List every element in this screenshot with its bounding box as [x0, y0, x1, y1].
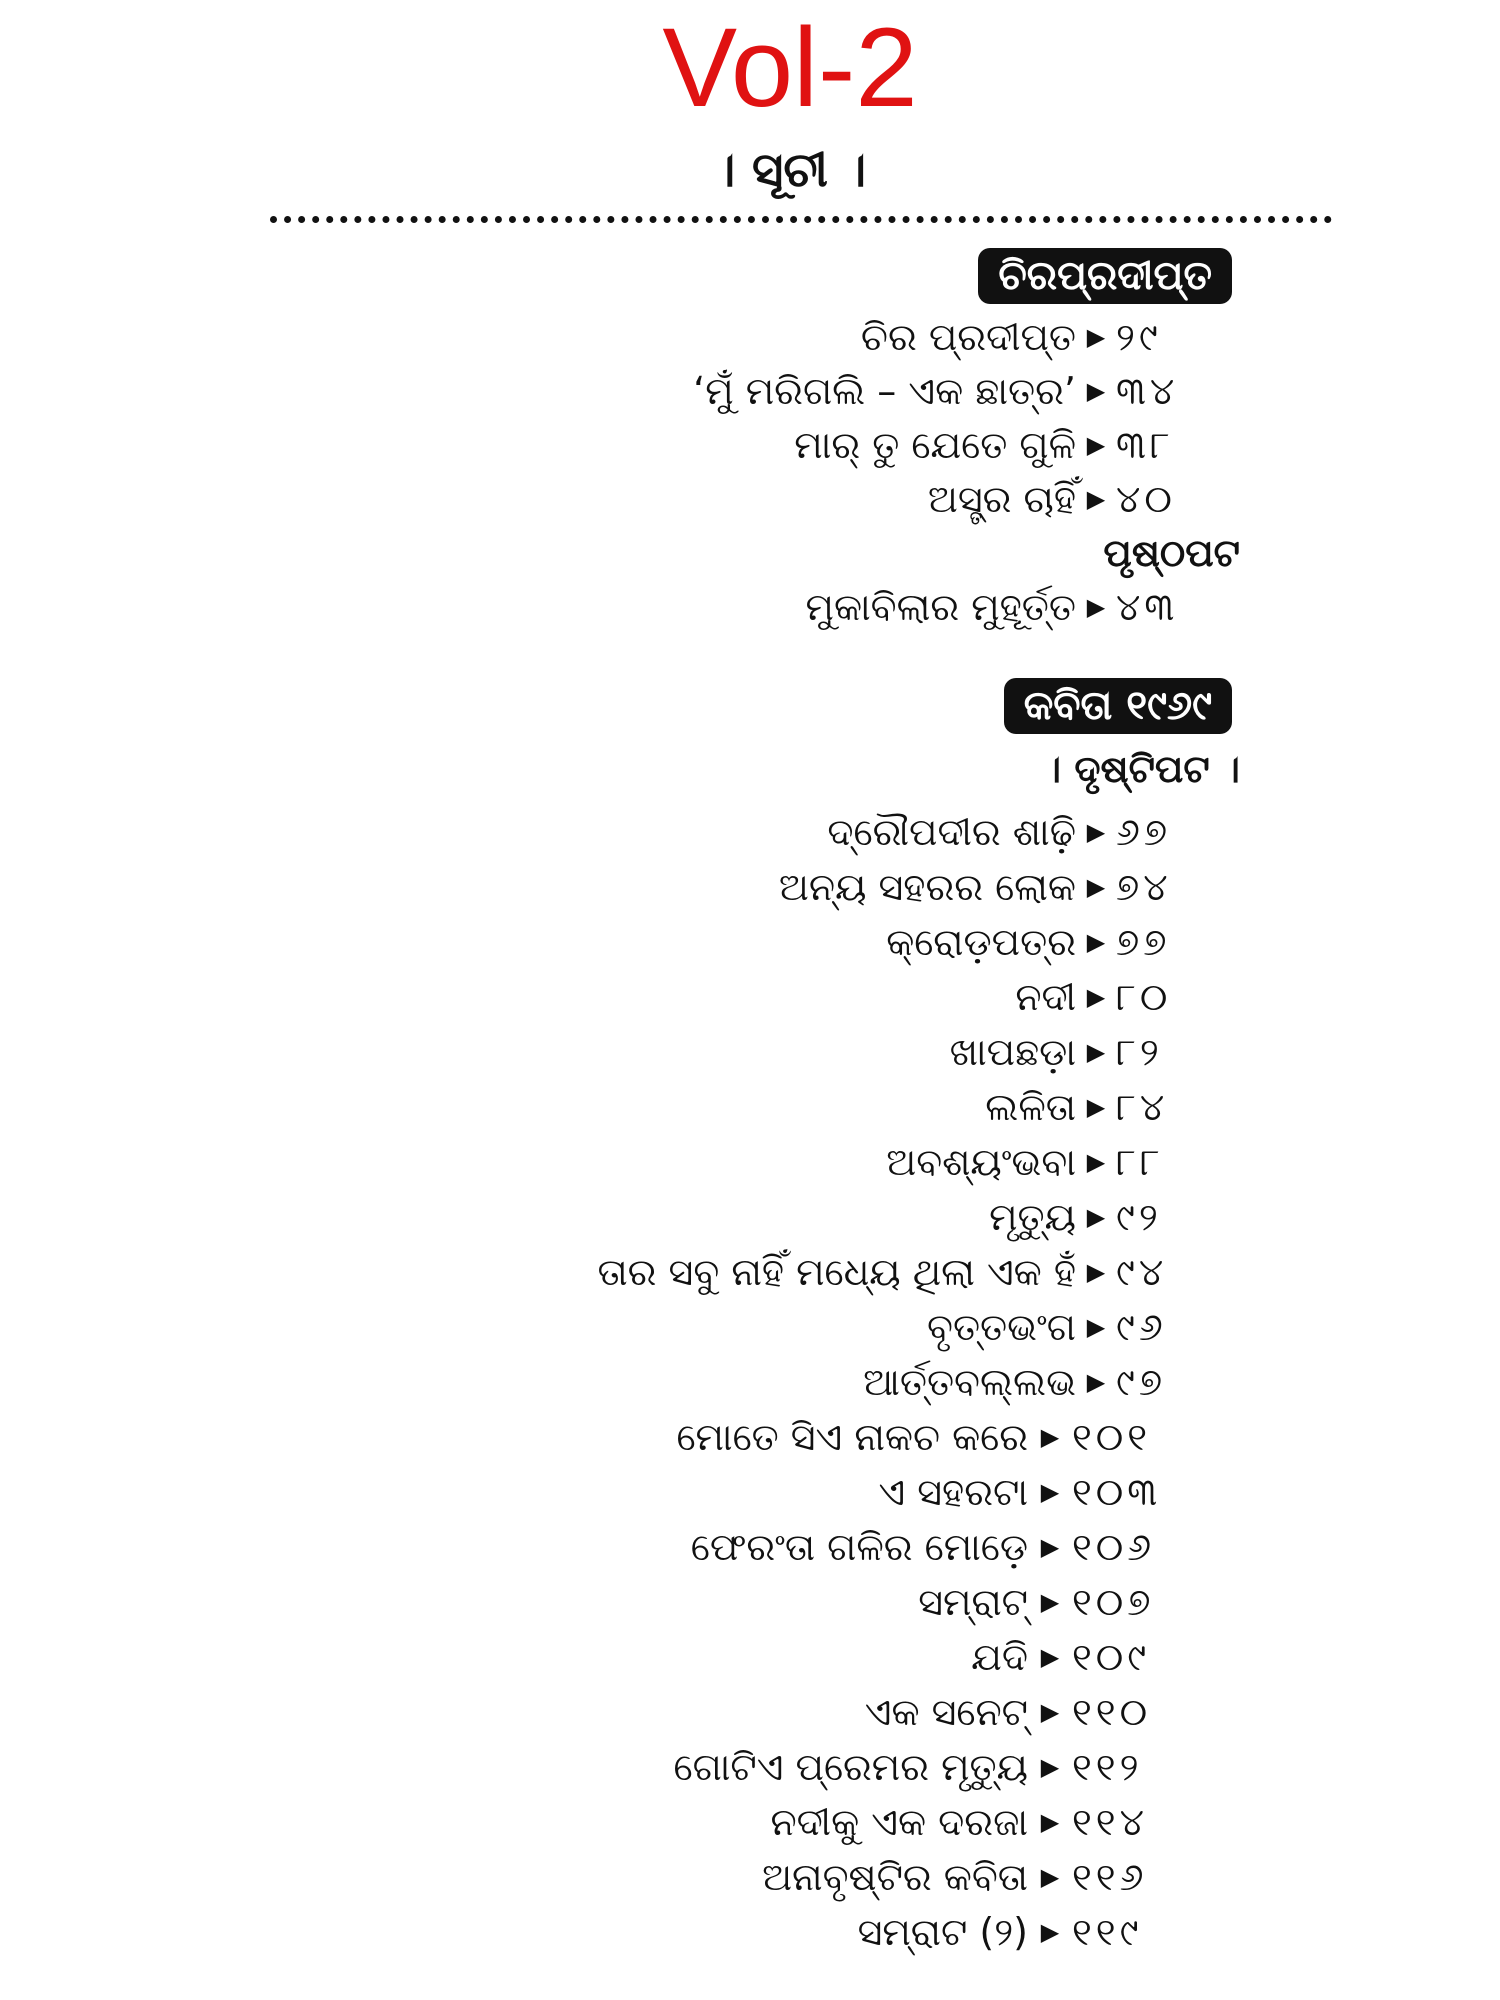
toc-entry[interactable]: [0, 1795, 1240, 1849]
toc-entry-page: ୧୦୩: [1072, 1469, 1162, 1514]
toc-entry-page: ୧୧୯: [1072, 1909, 1143, 1954]
dotted-divider: [270, 216, 1332, 223]
toc-entry-title: ଯଦି: [971, 1634, 1028, 1679]
toc-entry-page: ୧୧୪: [1072, 1799, 1148, 1844]
toc-entry[interactable]: [0, 860, 1240, 914]
section-badge-kabita-wrap: [0, 678, 1232, 734]
toc-entry[interactable]: [0, 1520, 1240, 1574]
toc-entry[interactable]: [0, 1630, 1240, 1684]
arrow-right-icon: ▶: [1040, 1478, 1060, 1506]
toc-entry-page: ୪୩: [1116, 584, 1179, 629]
toc-entry-page: ୧୧୦: [1072, 1689, 1152, 1734]
toc-entry-title: ସମ୍ରାଟ୍: [918, 1579, 1028, 1624]
toc-entry-title: ଏକ ସନେଟ୍: [864, 1689, 1028, 1734]
toc-entry-title: ଦ୍ରୌପଦୀର ଶାଢ଼ି: [827, 809, 1076, 854]
toc-entry-title: ଚିର ପ୍ରଦୀପ୍ତ: [860, 314, 1076, 359]
toc-entry-title: ‘ମୁଁ ମରିଗଲି – ଏକ ଛାତ୍ର’: [693, 368, 1076, 413]
toc-entry[interactable]: [0, 1300, 1240, 1354]
toc-entry[interactable]: [0, 1135, 1240, 1189]
arrow-right-icon: ▶: [1040, 1918, 1060, 1946]
toc-entry-title: ଅନାବୃଷ୍ଟିର କବିତା: [762, 1854, 1028, 1899]
page-title: । ସୂଚୀ ।: [713, 142, 867, 198]
toc-entry-page: ୧୧୨: [1072, 1744, 1143, 1789]
toc-entry-title: ଗୋଟିଏ ପ୍ରେମର ମୃତ୍ୟୁ: [673, 1744, 1028, 1789]
arrow-right-icon: ▶: [1040, 1753, 1060, 1781]
subsection-title-drishtipata: । ଦୃଷ୍ଟିପଟ ।: [1044, 747, 1240, 791]
toc-entry[interactable]: [0, 1410, 1240, 1464]
toc-entry[interactable]: [0, 1355, 1240, 1409]
arrow-right-icon: ▶: [1086, 323, 1106, 351]
toc-entry-title: କ୍ରୋଡ଼ପତ୍ର: [886, 919, 1076, 964]
arrow-right-icon: ▶: [1040, 1533, 1060, 1561]
toc-entry-page: ୮୮: [1116, 1139, 1164, 1184]
toc-entry-title: ବୃତ୍ତଭଂଗ: [927, 1304, 1076, 1349]
arrow-right-icon: ▶: [1086, 593, 1106, 621]
arrow-right-icon: ▶: [1086, 1148, 1106, 1176]
toc-entry-title: ଫେରଂତା ଗଳିର ମୋଡ଼େ: [690, 1524, 1028, 1569]
toc-entry-title: ତାର ସବୁ ନାହିଁ ମଧ୍ୟେ ଥିଲା ଏକ ହଁ: [597, 1249, 1076, 1294]
toc-entry[interactable]: [0, 1465, 1240, 1519]
arrow-right-icon: ▶: [1086, 1368, 1106, 1396]
toc-entry-page: ୯୪: [1116, 1249, 1168, 1294]
toc-entry[interactable]: [0, 970, 1240, 1024]
section-badge-chiraprodipta-wrap: [0, 248, 1232, 304]
arrow-right-icon: ▶: [1040, 1698, 1060, 1726]
toc-entry-title: ମୃତ୍ୟୁ: [989, 1194, 1076, 1239]
toc-entry-title: ସମ୍ରାଟ (୨): [857, 1909, 1028, 1954]
toc-entry[interactable]: [0, 418, 1240, 472]
arrow-right-icon: ▶: [1086, 1313, 1106, 1341]
toc-entry-page: ୭୪: [1116, 864, 1172, 909]
toc-entry[interactable]: [0, 580, 1240, 634]
toc-entry-title: ଲଳିତା: [985, 1084, 1076, 1129]
arrow-right-icon: ▶: [1086, 928, 1106, 956]
arrow-right-icon: ▶: [1086, 485, 1106, 513]
toc-entry-title: ନଦୀ: [1015, 974, 1076, 1019]
section-badge-chiraprodipta: ଚିରପ୍ରଦୀପ୍ତ: [978, 248, 1232, 304]
toc-entry-page: ୪୦: [1116, 476, 1176, 521]
arrow-right-icon: ▶: [1040, 1643, 1060, 1671]
toc-entry-page: ୩୪: [1116, 368, 1179, 413]
toc-entry[interactable]: [0, 1850, 1240, 1904]
toc-entry[interactable]: [0, 364, 1240, 418]
arrow-right-icon: ▶: [1086, 1203, 1106, 1231]
toc-entry-page: ୧୧୬: [1072, 1854, 1148, 1899]
toc-entry[interactable]: [0, 915, 1240, 969]
toc-entry-page: ୧୦୯: [1072, 1634, 1151, 1679]
arrow-right-icon: ▶: [1040, 1863, 1060, 1891]
toc-entry[interactable]: [0, 1575, 1240, 1629]
toc-entry-title: ଖାପଛଡ଼ା: [949, 1029, 1076, 1074]
toc-entry[interactable]: [0, 1080, 1240, 1134]
toc-entry-title: ଏ ସହରଟା: [878, 1469, 1028, 1514]
toc-entry-title: ଅନ୍ୟ ସହରର ଲୋକ: [778, 864, 1076, 909]
section-badge-kabita-1969: କବିତା ୧୯୬୯: [1004, 678, 1232, 734]
toc-entry[interactable]: [0, 1905, 1240, 1959]
toc-entry[interactable]: [0, 1025, 1240, 1079]
arrow-right-icon: ▶: [1086, 983, 1106, 1011]
toc-entry-page: ୧୦୭: [1072, 1579, 1155, 1624]
toc-entry-page: ୯୬: [1116, 1304, 1167, 1349]
toc-entry-title: ଅସ୍ତ୍ର ଚାହିଁ: [927, 476, 1076, 521]
arrow-right-icon: ▶: [1086, 873, 1106, 901]
toc-entry-page: ୩୮: [1116, 422, 1174, 467]
arrow-right-icon: ▶: [1086, 1258, 1106, 1286]
toc-entry[interactable]: [0, 1685, 1240, 1739]
subsection-title-prishthapata: ପୃଷ୍ଠପଟ: [1103, 531, 1240, 575]
arrow-right-icon: ▶: [1086, 431, 1106, 459]
volume-label: Vol-2: [662, 5, 918, 130]
arrow-right-icon: ▶: [1086, 377, 1106, 405]
arrow-right-icon: ▶: [1086, 1038, 1106, 1066]
toc-entry-page: ୮୪: [1116, 1084, 1169, 1129]
arrow-right-icon: ▶: [1040, 1808, 1060, 1836]
toc-entry-page: ୮୦: [1116, 974, 1172, 1019]
toc-entry-title: ଅବଶ୍ୟଂଭବା: [886, 1139, 1076, 1184]
toc-entry-page: ୧୦୧: [1072, 1414, 1152, 1459]
toc-entry[interactable]: [0, 1190, 1240, 1244]
arrow-right-icon: ▶: [1086, 818, 1106, 846]
toc-entry-title: ମାର୍ ତୁ ଯେତେ ଗୁଳି: [794, 422, 1076, 467]
toc-entry[interactable]: [0, 805, 1240, 859]
toc-entry-title: ଆର୍ତ୍ତବଲ୍ଲଭ: [863, 1359, 1076, 1404]
toc-entry[interactable]: [0, 472, 1240, 526]
toc-entry-page: ୯୭: [1116, 1359, 1167, 1404]
toc-entry[interactable]: [0, 1740, 1240, 1794]
toc-entry-page: ୬୭: [1116, 809, 1172, 854]
toc-entry-page: ୨୯: [1116, 314, 1162, 359]
toc-entry[interactable]: [0, 1245, 1240, 1299]
toc-entry-page: ୧୦୬: [1072, 1524, 1156, 1569]
toc-entry-page: ୭୭: [1116, 919, 1171, 964]
toc-entry[interactable]: [0, 310, 1240, 364]
arrow-right-icon: ▶: [1040, 1423, 1060, 1451]
arrow-right-icon: ▶: [1040, 1588, 1060, 1616]
toc-entry-page: ୮୨: [1116, 1029, 1163, 1074]
toc-entry-title: ମୋତେ ସିଏ ନାକଚ କରେ: [676, 1414, 1028, 1459]
toc-entry-title: ନଦୀକୁ ଏକ ଦରଜା: [770, 1799, 1028, 1844]
toc-entry-page: ୯୨: [1116, 1194, 1162, 1239]
arrow-right-icon: ▶: [1086, 1093, 1106, 1121]
toc-entry-title: ମୁକାବିଲାର ମୁହୂର୍ତ୍ତ: [805, 584, 1076, 629]
